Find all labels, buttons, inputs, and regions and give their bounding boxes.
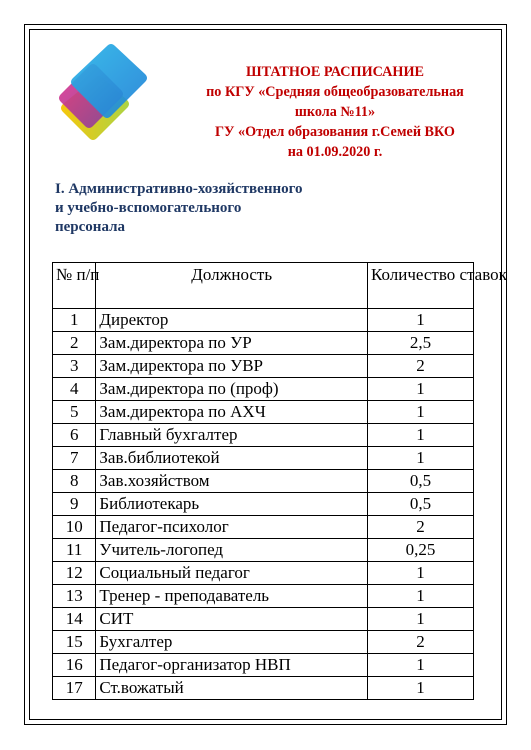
row-position-cell: СИТ <box>96 608 368 631</box>
row-quantity-cell: 1 <box>367 401 473 424</box>
row-number-cell: 8 <box>53 470 96 493</box>
table-header-row <box>53 263 474 309</box>
row-quantity-cell: 2,5 <box>367 332 473 355</box>
row-number-cell: 12 <box>53 562 96 585</box>
table-row <box>53 355 474 378</box>
row-number-cell: 14 <box>53 608 96 631</box>
row-number-cell: 10 <box>53 516 96 539</box>
header-title: ШТАТНОЕ РАСПИСАНИЕ <box>246 64 424 80</box>
table-row <box>53 677 474 700</box>
row-number-cell: 7 <box>53 447 96 470</box>
table-row <box>53 585 474 608</box>
row-quantity-cell: 1 <box>367 447 473 470</box>
row-quantity-cell: 2 <box>367 355 473 378</box>
row-number-cell: 16 <box>53 654 96 677</box>
row-position-cell: Учитель-логопед <box>96 539 368 562</box>
row-position-cell: Зам.директора по АХЧ <box>96 401 368 424</box>
row-number-cell: 11 <box>53 539 96 562</box>
row-position-cell: Зав.библиотекой <box>96 447 368 470</box>
row-position-cell: Директор <box>96 309 368 332</box>
section-title-line: и учебно-вспомогательного <box>55 200 242 216</box>
column-header-position: Должность <box>96 263 368 309</box>
table-row <box>53 447 474 470</box>
row-position-cell: Главный бухгалтер <box>96 424 368 447</box>
row-number-cell: 1 <box>53 309 96 332</box>
section-title-line: персонала <box>55 219 125 235</box>
table-row <box>53 516 474 539</box>
section-title <box>55 180 395 237</box>
row-quantity-cell: 1 <box>367 677 473 700</box>
staff-table <box>52 262 507 700</box>
document-header <box>165 62 505 162</box>
table-row <box>53 562 474 585</box>
row-number-cell: 13 <box>53 585 96 608</box>
row-position-cell: Тренер - преподаватель <box>96 585 368 608</box>
header-line-date: на 01.09.2020 г. <box>287 144 383 160</box>
row-quantity-cell: 0,5 <box>367 470 473 493</box>
section-title-line: I. Административно-хозяйственного <box>55 181 303 197</box>
school-logo-icon <box>55 42 155 148</box>
row-position-cell: Зам.директора по (проф) <box>96 378 368 401</box>
row-position-cell: Педагог-организатор НВП <box>96 654 368 677</box>
row-number-cell: 4 <box>53 378 96 401</box>
row-position-cell: Бухгалтер <box>96 631 368 654</box>
row-quantity-cell: 1 <box>367 585 473 608</box>
row-position-cell: Социальный педагог <box>96 562 368 585</box>
row-quantity-cell: 1 <box>367 608 473 631</box>
row-position-cell: Зам.директора по УВР <box>96 355 368 378</box>
row-quantity-cell: 0,5 <box>367 493 473 516</box>
row-number-cell: 6 <box>53 424 96 447</box>
table-body <box>53 309 474 700</box>
row-position-cell: Зав.хозяйством <box>96 470 368 493</box>
row-number-cell: 9 <box>53 493 96 516</box>
table-row <box>53 309 474 332</box>
row-quantity-cell: 1 <box>367 424 473 447</box>
row-quantity-cell: 1 <box>367 654 473 677</box>
row-number-cell: 17 <box>53 677 96 700</box>
row-quantity-cell: 1 <box>367 378 473 401</box>
row-quantity-cell: 2 <box>367 516 473 539</box>
table-row <box>53 470 474 493</box>
table-row <box>53 493 474 516</box>
row-quantity-cell: 1 <box>367 309 473 332</box>
table-row <box>53 332 474 355</box>
row-position-cell: Педагог-психолог <box>96 516 368 539</box>
row-number-cell: 2 <box>53 332 96 355</box>
table-row <box>53 631 474 654</box>
table-row <box>53 424 474 447</box>
row-quantity-cell: 1 <box>367 562 473 585</box>
row-quantity-cell: 0,25 <box>367 539 473 562</box>
table-row <box>53 654 474 677</box>
row-number-cell: 3 <box>53 355 96 378</box>
row-position-cell: Ст.вожатый <box>96 677 368 700</box>
column-header-number: № п/п <box>53 263 96 309</box>
row-number-cell: 15 <box>53 631 96 654</box>
row-position-cell: Библиотекарь <box>96 493 368 516</box>
table-row <box>53 378 474 401</box>
table-row <box>53 608 474 631</box>
row-position-cell: Зам.директора по УР <box>96 332 368 355</box>
column-header-quantity: Количество ставок <box>367 263 473 309</box>
table-row <box>53 539 474 562</box>
row-number-cell: 5 <box>53 401 96 424</box>
table-row <box>53 401 474 424</box>
header-line-school: школа №11» <box>294 104 376 120</box>
row-quantity-cell: 2 <box>367 631 473 654</box>
header-line-department: ГУ «Отдел образования г.Семей ВКО <box>215 124 455 140</box>
header-line-organization: по КГУ «Средняя общеобразовательная <box>206 84 464 100</box>
